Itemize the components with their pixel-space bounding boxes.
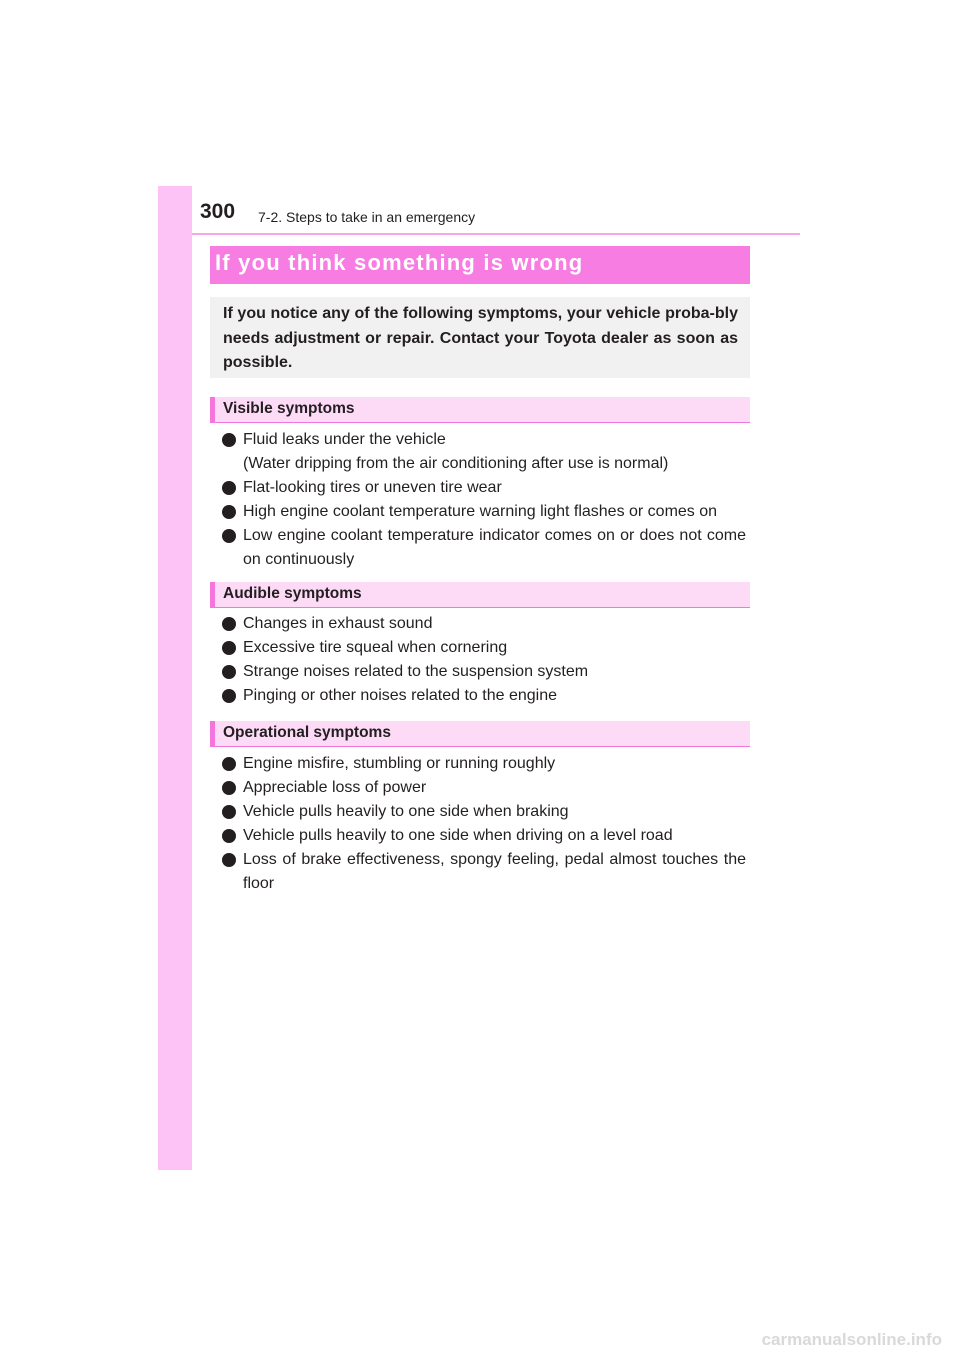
bullet-icon	[222, 757, 236, 771]
list-item-text: Changes in exhaust sound	[243, 615, 433, 632]
list-item	[222, 684, 746, 708]
list-item-text: Loss of brake effectiveness, spongy feeling, pedal almost touches the floor	[243, 851, 746, 892]
bullet-icon	[222, 853, 236, 867]
list-item	[222, 428, 746, 476]
page-title: If you think something is wrong	[215, 250, 584, 275]
list-item-text: Appreciable loss of power	[243, 779, 427, 796]
list-item-text: Excessive tire squeal when cornering	[243, 639, 508, 656]
list-item	[222, 776, 746, 800]
list-item	[222, 848, 746, 896]
list-item-text: Vehicle pulls heavily to one side when braking	[243, 803, 569, 820]
list-item	[222, 612, 746, 636]
bullet-icon	[222, 481, 236, 495]
header-divider	[192, 233, 800, 235]
bullet-icon	[222, 433, 236, 447]
intro-text: If you notice any of the following symptoms, your vehicle proba-bly needs adjustment or repair. Contact your Toyota dealer as soon as possible.	[223, 305, 738, 371]
list-item	[222, 500, 746, 524]
section-reference: 7-2. Steps to take in an emergency	[258, 209, 476, 225]
list-item-note: (Water dripping from the air conditioning after use is normal)	[243, 455, 669, 472]
list-item-text: Fluid leaks under the vehicle	[243, 431, 446, 448]
section-heading: Visible symptoms	[223, 400, 355, 417]
list-item-text: Low engine coolant temperature indicator comes on or does not come on continuously	[243, 527, 746, 568]
bullet-icon	[222, 505, 236, 519]
list-item	[222, 660, 746, 684]
list-item-text: Flat-looking tires or uneven tire wear	[243, 479, 502, 496]
audible-symptoms-list	[222, 612, 746, 708]
list-item	[222, 524, 746, 572]
bullet-icon	[222, 829, 236, 843]
list-item-text: Engine misfire, stumbling or running roughly	[243, 755, 556, 772]
section-header-visible	[210, 397, 750, 423]
section-header-audible	[210, 582, 750, 608]
bullet-icon	[222, 665, 236, 679]
list-item	[222, 476, 746, 500]
page-number: 300	[200, 200, 236, 223]
bullet-icon	[222, 529, 236, 543]
bullet-icon	[222, 641, 236, 655]
list-item-text: Pinging or other noises related to the engine	[243, 687, 557, 704]
list-item-text: Vehicle pulls heavily to one side when driving on a level road	[243, 827, 673, 844]
list-item	[222, 824, 746, 848]
list-item-text: High engine coolant temperature warning light flashes or comes on	[243, 503, 718, 520]
section-heading: Audible symptoms	[223, 585, 362, 602]
list-item-text: Strange noises related to the suspension system	[243, 663, 589, 680]
bullet-icon	[222, 781, 236, 795]
side-tab-strip	[158, 186, 192, 1170]
list-item	[222, 800, 746, 824]
bullet-icon	[222, 689, 236, 703]
visible-symptoms-list	[222, 428, 746, 572]
bullet-icon	[222, 805, 236, 819]
section-header-operational	[210, 721, 750, 747]
bullet-icon	[222, 617, 236, 631]
list-item	[222, 752, 746, 776]
operational-symptoms-list	[222, 752, 746, 896]
list-item	[222, 636, 746, 660]
section-heading: Operational symptoms	[223, 724, 391, 741]
watermark-text: carmanualsonline.info	[761, 1330, 942, 1349]
